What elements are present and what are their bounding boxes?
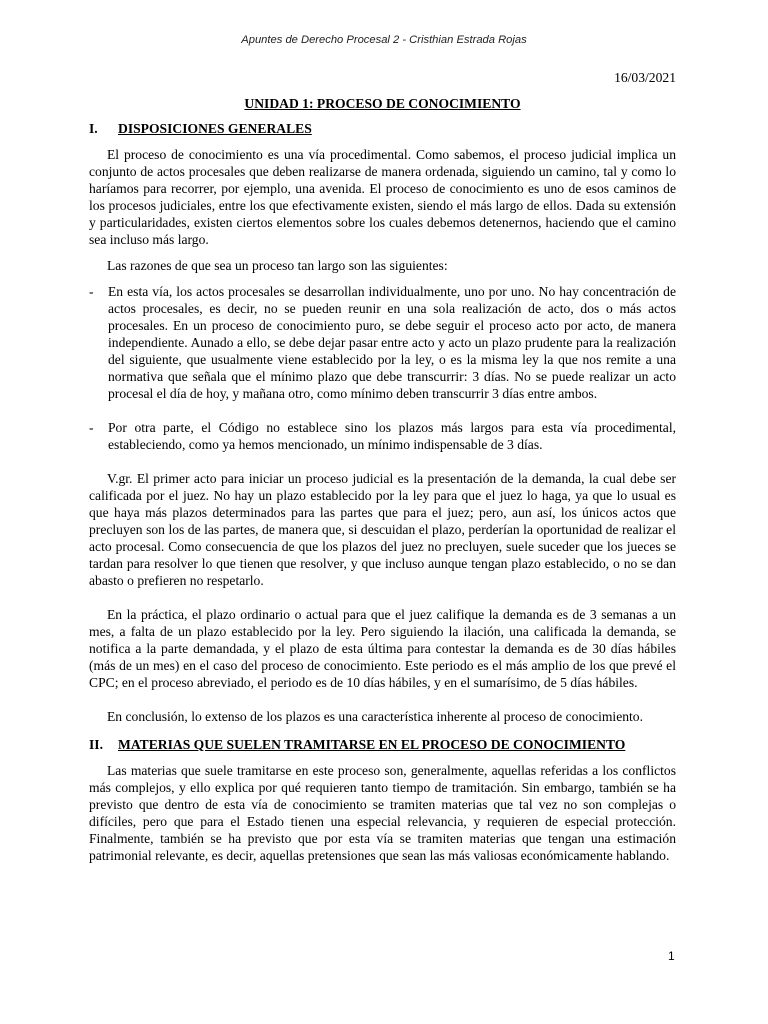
page-number: 1 bbox=[668, 949, 675, 963]
document-date: 16/03/2021 bbox=[614, 70, 676, 85]
bullet-text: En esta vía, los actos procesales se desarrollan individualmente, uno por uno. No hay concentración de actos procesales, es decir, no se pueden reunir en una sola realización de acto, dos o más actos procesales. En un proceso de conocimiento puro, se debe seguir el proceso acto por acto, de manera independiente. Aunado a ello, se debe dejar pasar entre acto y acto un plazo prudente para la realización del siguiente, que usualmente viene establecido por la ley, o es la misma ley la que nos remite a una normativa que señala que el mínimo plazo que debe transcurrir: 3 días. No se puede realizar un acto procesal el día de hoy, y mañana otro, como mínimo deben transcurrir 3 días entre ambos. bbox=[108, 284, 676, 401]
running-header: Apuntes de Derecho Procesal 2 - Cristhian Estrada Rojas bbox=[241, 34, 527, 46]
section-number: II. bbox=[89, 737, 103, 752]
paragraph: Las razones de que sea un proceso tan largo son las siguientes: bbox=[107, 258, 448, 273]
unit-title: UNIDAD 1: PROCESO DE CONOCIMIENTO bbox=[244, 96, 521, 111]
section-number: I. bbox=[89, 121, 98, 136]
paragraph: El proceso de conocimiento es una vía procedimental. Como sabemos, el proceso judicial implica un conjunto de actos procesales que deben realizarse de manera ordenada, siguiendo un camino, tal y como lo haríamos para recorrer, por ejemplo, una avenida. El proceso de conocimiento es uno de esos caminos de los procesos judiciales, entre los que efectivamente existen, siendo el más largo de ellos. Dada su extensión y particularidades, existen ciertos elementos sobre los cuales debemos detenernos, haciendo que el camino sea incluso más largo. bbox=[89, 147, 676, 247]
paragraph: En conclusión, lo extenso de los plazos es una característica inherente al proceso de conocimiento. bbox=[107, 709, 644, 724]
bullet-dash: - bbox=[89, 284, 94, 299]
section-heading-1 bbox=[89, 120, 676, 137]
paragraph: Las materias que suele tramitarse en este proceso son, generalmente, aquellas referidas a los conflictos más complejos, y ello explica por qué requieren tanto tiempo de tramitación. Sin embargo, también se ha previsto que dentro de esta vía de conocimiento se tramiten materias que tal vez no son complejas o difíciles, pero que para el Estado tienen una especial relevancia, y requieren de especial protección. Finalmente, también se ha previsto que por esta vía se tramiten materias que tengan una estimación patrimonial relevante, es decir, aquellas pretensiones que sean las más valiosas económicamente hablando. bbox=[89, 763, 676, 863]
bullet-item bbox=[89, 419, 676, 453]
bullet-item bbox=[89, 283, 676, 402]
bullet-dash: - bbox=[89, 420, 94, 435]
paragraph: V.gr. El primer acto para iniciar un proceso judicial es la presentación de la demanda, la cual debe ser calificada por el juez. No hay un plazo establecido por la ley para que el juez lo haga, ya que lo usual es que haya más plazos determinados para las partes que para el juez; pero, aun así, los únicos actos que precluyen son los de las partes, de manera que, si descuidan el plazo, perderían la oportunidad de realizar el acto procesal. Como consecuencia de que los plazos del juez no precluyen, suele suceder que los jueces se tardan para resolver lo que tienen que resolver, y que incluso aunque tengan plazo establecido, o no se dan abasto o prefieren no respetarlo. bbox=[89, 471, 676, 588]
section-title: DISPOSICIONES GENERALES bbox=[118, 121, 312, 136]
section-title: MATERIAS QUE SUELEN TRAMITARSE EN EL PROCESO DE CONOCIMIENTO bbox=[118, 737, 626, 752]
section-heading-2 bbox=[89, 736, 676, 753]
document-body bbox=[89, 69, 676, 873]
bullet-text: Por otra parte, el Código no establece sino los plazos más largos para esta vía procedimental, estableciendo, como ya hemos mencionado, un mínimo indispensable de 3 días. bbox=[108, 420, 676, 452]
paragraph: En la práctica, el plazo ordinario o actual para que el juez califique la demanda es de 3 semanas a un mes, a falta de un plazo establecido por la ley. Pero siguiendo la ilación, una calificada la demanda, se notifica a la parte demandada, y el plazo de esta última para contestar la demanda es de 30 días hábiles (más de un mes) en el caso del proceso de conocimiento. Este periodo es el más amplio de los que prevé el CPC; en el proceso abreviado, el periodo es de 10 días hábiles, y en el sumarísimo, de 5 días hábiles. bbox=[89, 607, 676, 690]
